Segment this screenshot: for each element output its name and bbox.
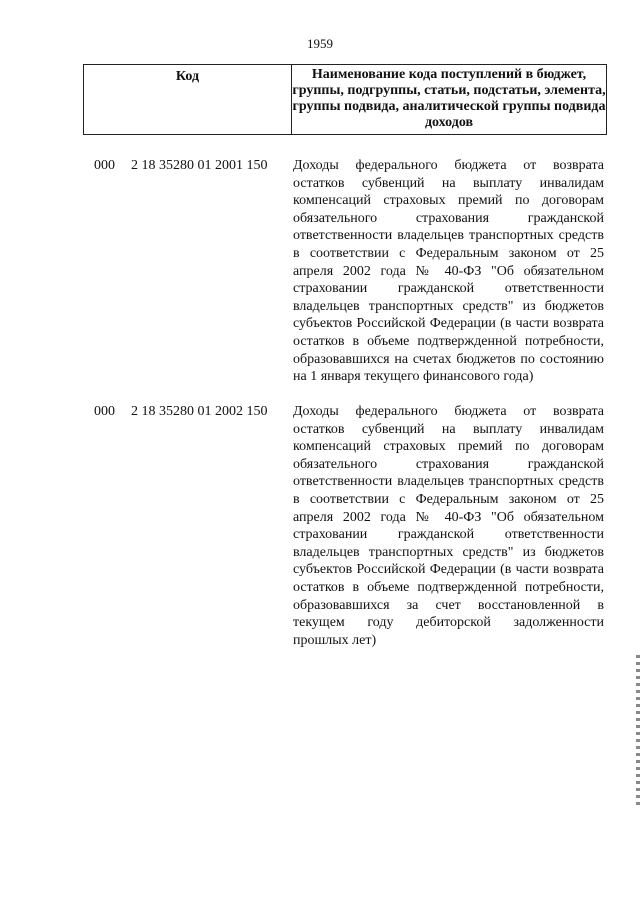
- scan-edge-marks: [636, 655, 640, 805]
- table-header: [83, 64, 607, 135]
- admin-code: 000: [94, 158, 115, 173]
- admin-code: 000: [94, 404, 115, 419]
- income-description: Доходы федерального бюджета от возврата остатков субвенций на выплату инвалидам компенсаций страховых премий по договорам обязательного страхования гражданской ответственности владельцев транспортных средств в соответствии с Федеральным законом от 25 апреля 2002 года № 40-ФЗ "Об обязательном страховании гражданской ответственности владельцев транспортных средств" из бюджетов субъектов Российской Федерации (в части возврата остатков в объеме подтвержденной потребности, образовавшихся за счет восстановленной в текущем году дебиторской задолженности прошлых лет): [293, 404, 604, 648]
- income-code: 2 18 35280 01 2002 150: [131, 404, 268, 419]
- header-code: Код: [175, 69, 200, 84]
- income-code: 2 18 35280 01 2001 150: [131, 158, 268, 173]
- page-number: 1959: [307, 36, 333, 51]
- header-name: Наименование кода поступлений в бюджет, группы, подгруппы, статьи, подстатьи, элемента, группы подвида, аналитической группы подвида доходов: [292, 67, 606, 130]
- income-description: Доходы федерального бюджета от возврата остатков субвенций на выплату инвалидам компенсаций страховых премий по договорам обязательного страхования гражданской ответственности владельцев транспортных средств в соответствии с Федеральным законом от 25 апреля 2002 года № 40-ФЗ "Об обязательном страховании гражданской ответственности владельцев транспортных средств" из бюджетов субъектов Российской Федерации (в части возврата остатков в объеме подтвержденной потребности, образовавшихся на счетах бюджетов по состоянию на 1 января текущего финансового года): [293, 158, 604, 385]
